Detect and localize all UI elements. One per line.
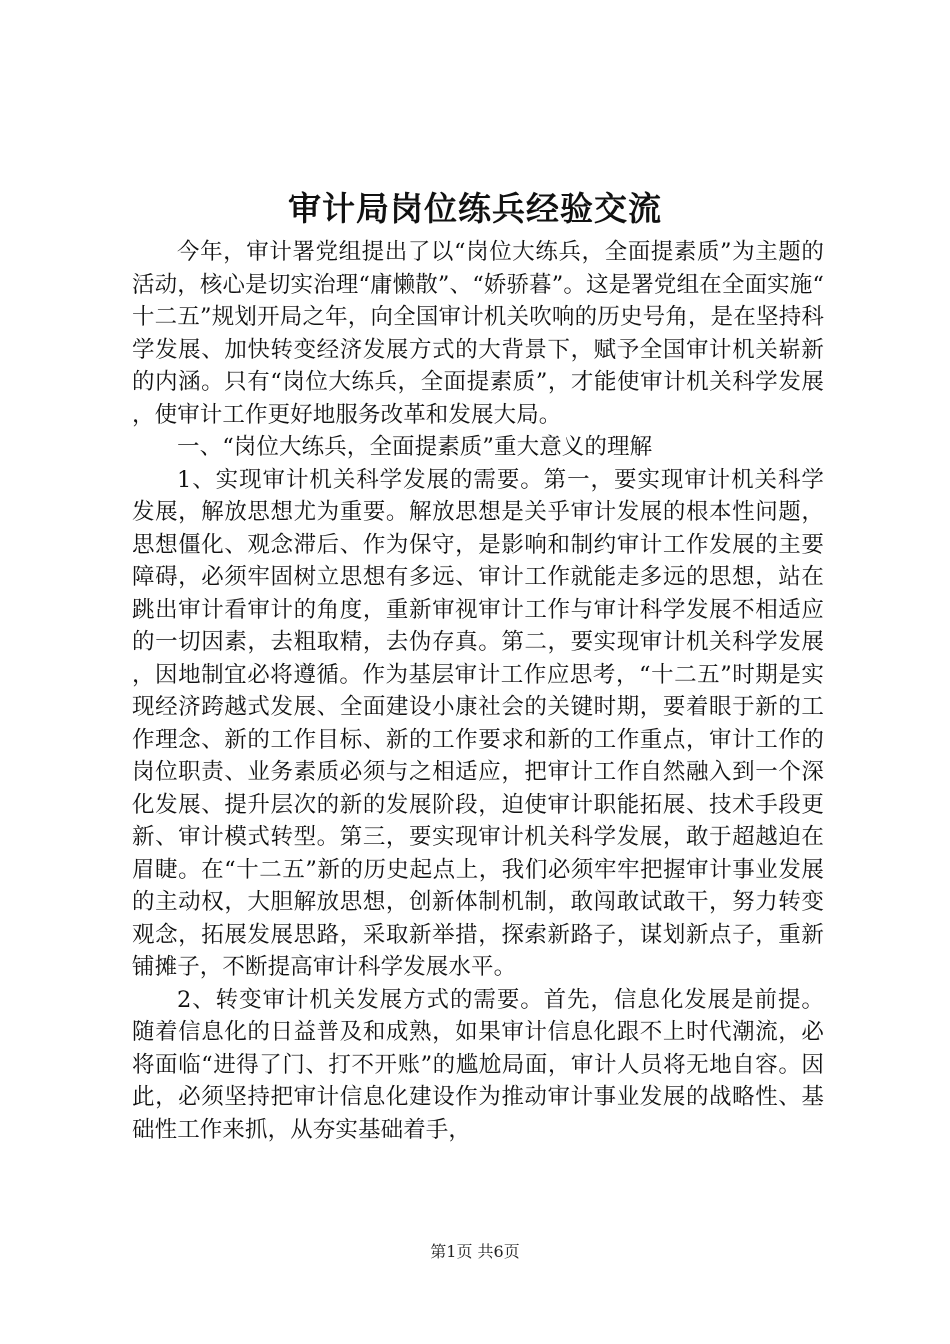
section-heading-1: 一、“岗位大练兵，全面提素质”重大意义的理解 bbox=[177, 434, 653, 460]
page-footer: 第1页 共6页 bbox=[430, 1242, 520, 1261]
document-body bbox=[132, 236, 824, 1146]
paragraph-point-2: 2、转变审计机关发展方式的需要。首先，信息化发展是前提。随着信息化的日益普及和成熟，如果审计信息化跟不上时代潮流，必将面临“进得了门、打不开账”的尴尬局面，审计人员将无地自容。因此，必须坚持把审计信息化建设作为推动审计事业发展的战略性、基础性工作来抓，从夯实基础着手， bbox=[132, 986, 824, 1143]
paragraph-intro: 今年，审计署党组提出了以“岗位大练兵，全面提素质”为主题的活动，核心是切实治理“庸懒散”、“娇骄暮”。这是署党组在全面实施“十二五”规划开局之年，向全国审计机关吹响的历史号角，是在坚持科学发展、加快转变经济发展方式的大背景下，赋予全国审计机关崭新的内涵。只有“岗位大练兵，全面提素质”，才能使审计机关科学发展，使审计工作更好地服务改革和发展大局。 bbox=[132, 239, 824, 428]
paragraph-point-1: 1、实现审计机关科学发展的需要。第一，要实现审计机关科学发展，解放思想尤为重要。解放思想是关乎审计发展的根本性问题，思想僵化、观念滞后、作为保守，是影响和制约审计工作发展的主要障碍，必须牢固树立思想有多远、审计工作就能走多远的思想，站在跳出审计看审计的角度，重新审视审计工作与审计科学发展不相适应的一切因素，去粗取精，去伪存真。第二，要实现审计机关科学发展，因地制宜必将遵循。作为基层审计工作应思考，“十二五”时期是实现经济跨越式发展、全面建设小康社会的关键时期，要着眼于新的工作理念、新的工作目标、新的工作要求和新的工作重点，审计工作的岗位职责、业务素质必须与之相适应，把审计工作自然融入到一个深化发展、提升层次的新的发展阶段，迫使审计职能拓展、技术手段更新、审计模式转型。第三，要实现审计机关科学发展，敢于超越迫在眉睫。在“十二五”新的历史起点上，我们必须牢牢把握审计事业发展的主动权，大胆解放思想，创新体制机制，敢闯敢试敢干，努力转变观念，拓展发展思路，采取新举措，探索新路子，谋划新点子，重新铺摊子，不断提高审计科学发展水平。 bbox=[132, 466, 824, 980]
document-title: 审计局岗位练兵经验交流 bbox=[288, 189, 662, 228]
